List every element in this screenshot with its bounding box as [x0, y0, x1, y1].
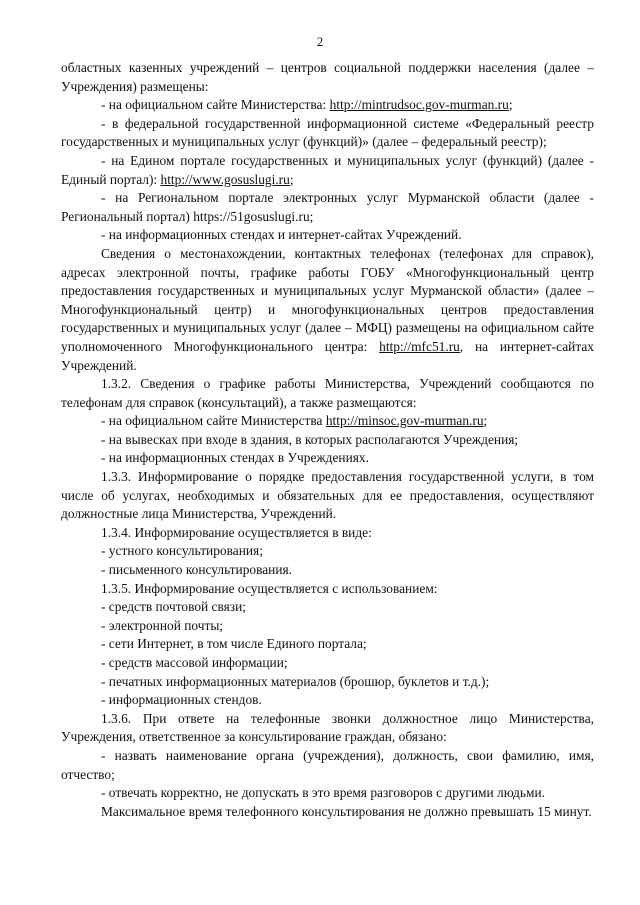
paragraph: 1.3.6. При ответе на телефонные звонки должностное лицо Министерства, Учреждения, ответственное за консультирование граждан, обязано: [61, 710, 594, 745]
paragraph: - письменного консультирования. [101, 562, 293, 578]
hyperlink[interactable]: http://www.gosuslugi.ru [160, 171, 290, 187]
paragraph [61, 245, 594, 375]
paragraph: - электронной почты; [101, 617, 224, 633]
paragraph: - на вывесках при входе в здания, в которых располагаются Учреждения; [101, 431, 519, 447]
paragraph-text: - на официальном сайте Министерства: [101, 97, 330, 113]
paragraph: - на Региональном портале электронных услуг Мурманской области (далее - Региональный портал) https://51gosuslugi.ru; [61, 190, 594, 224]
paragraph: - на информационных стендах и интернет-сайтах Учреждений. [101, 227, 462, 243]
paragraph-text: - на Едином портале государственных и муниципальных услуг (функций) (далее - Единый портал): [61, 152, 594, 187]
paragraph: - информационных стендов. [101, 692, 262, 708]
paragraph [61, 412, 594, 431]
paragraph: Максимальное время телефонного консультирования не должно превышать 15 минут. [101, 803, 592, 819]
paragraph: - назвать наименование органа (учреждения), должность, свои фамилию, имя, отчество; [61, 747, 594, 782]
page-number: 2 [316, 34, 324, 49]
paragraph: - отвечать корректно, не допускать в это время разговоров с другими людьми. [101, 785, 545, 801]
paragraph-text: ; [508, 97, 513, 113]
paragraph: 1.3.5. Информирование осуществляется с использованием: [101, 580, 438, 596]
paragraph: областных казенных учреждений – центров социальной поддержки населения (далее – Учреждения) размещены: [61, 60, 594, 94]
paragraph [61, 152, 594, 189]
document-body [61, 59, 594, 821]
paragraph: - на информационных стендах в Учреждениях. [101, 450, 369, 466]
paragraph-text: Сведения о местонахождении, контактных телефонах (телефонах для справок), адресах электронной почты, графике работы ГОБУ «Многофункциональный центр предоставления государственных и муниципальных услуг Мурманской области» (далее – Многофункциональный центр) и многофункциональных центров предоставления государственных и муниципальных услуг (далее – МФЦ) размещены на официальном сайте уполномоченного Многофункционального центра: [61, 245, 594, 354]
paragraph-text: , на интернет-сайтах Учреждений. [61, 338, 594, 373]
paragraph [61, 96, 594, 115]
paragraph-text: ; [289, 171, 294, 187]
hyperlink[interactable]: http://mintrudsoc.gov-murman.ru [329, 97, 509, 113]
paragraph: 1.3.4. Информирование осуществляется в виде: [101, 524, 372, 540]
paragraph-text: ; [483, 413, 488, 429]
hyperlink[interactable]: http://mfc51.ru [379, 338, 460, 354]
paragraph: - в федеральной государственной информационной системе «Федеральный реестр государственных и муниципальных услуг (функций)» (далее – федеральный реестр); [61, 115, 594, 150]
paragraph: - печатных информационных материалов (брошюр, буклетов и т.д.); [101, 673, 490, 689]
paragraph: - средств почтовой связи; [101, 599, 246, 615]
paragraph: 1.3.2. Сведения о графике работы Министерства, Учреждений сообщаются по телефонам для справок (консультаций), а также размещаются: [61, 376, 594, 410]
paragraph: 1.3.3. Информирование о порядке предоставления государственной услуги, в том числе об услугах, необходимых и обязательных для ее предоставления, осуществляют должностные лица Министерства, Учреждений. [61, 469, 594, 522]
paragraph-text: - на официальном сайте Министерства [101, 413, 326, 429]
paragraph: - устного консультирования; [101, 543, 263, 559]
paragraph: - средств массовой информации; [101, 655, 288, 670]
paragraph: - сети Интернет, в том числе Единого портала; [101, 636, 367, 652]
hyperlink[interactable]: http://minsoc.gov-murman.ru [325, 413, 484, 429]
